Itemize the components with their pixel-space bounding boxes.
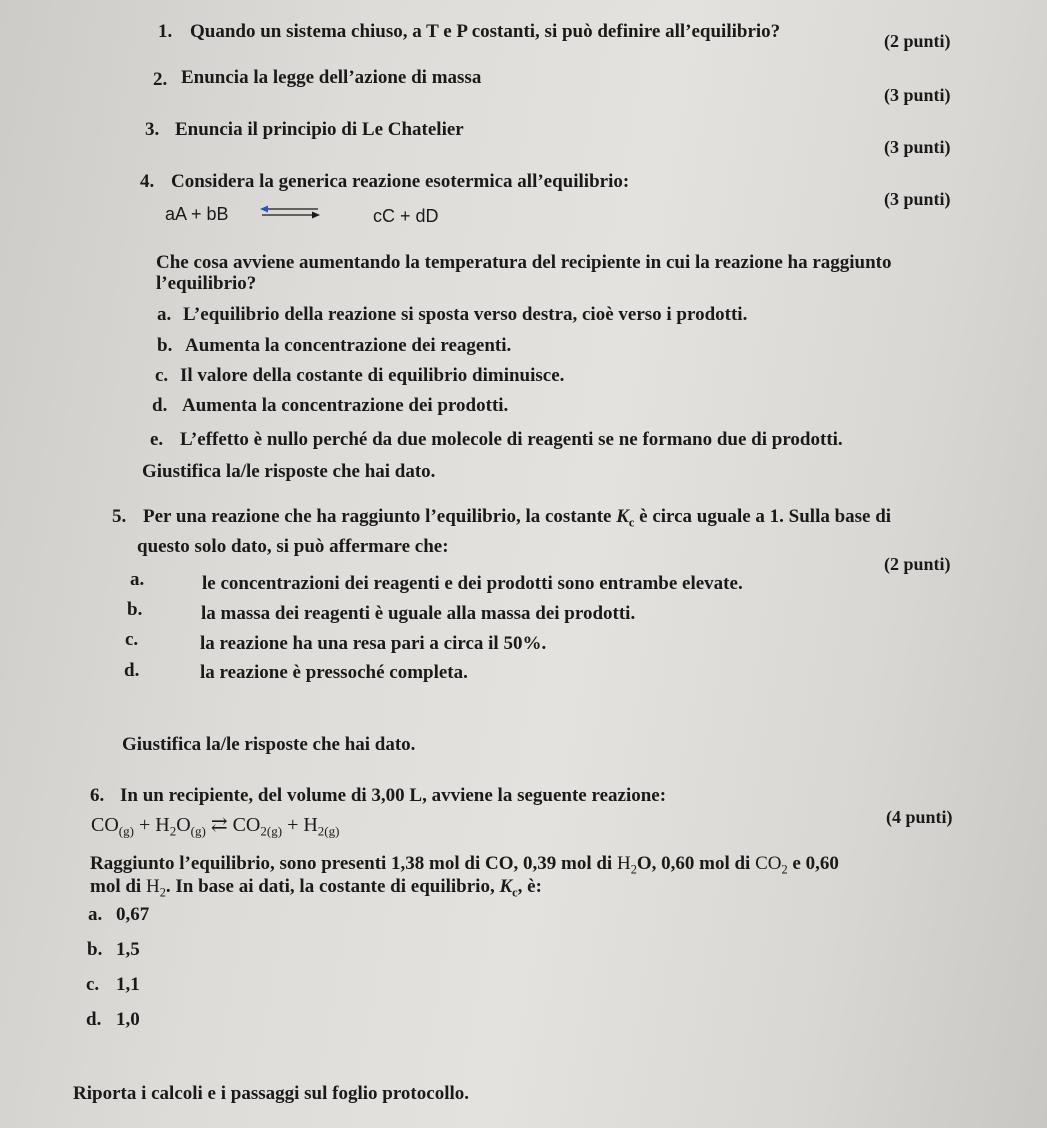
- q6-option-c-letter: c.: [86, 974, 100, 995]
- q4-option-e-text: L’effetto è nullo perché da due molecole di reagenti se ne formano due di prodotti.: [180, 429, 843, 450]
- q1-text: Quando un sistema chiuso, a T e P costanti, si può definire all’equilibrio?: [190, 21, 781, 42]
- q6-option-d-letter: d.: [86, 1009, 102, 1030]
- q2-number: 2.: [153, 69, 168, 90]
- q4-option-c-letter: c.: [155, 365, 169, 386]
- q4-number: 4.: [140, 171, 155, 192]
- q1-number: 1.: [158, 21, 173, 42]
- q6-points: (4 punti): [886, 807, 953, 827]
- q2-points: (3 punti): [884, 85, 951, 105]
- q3-number: 3.: [145, 119, 160, 140]
- q4-reaction-right: cC + dD: [373, 206, 439, 226]
- q4-option-a-text: L’equilibrio della reazione si sposta verso destra, cioè verso i prodotti.: [183, 304, 748, 325]
- q4-option-d-letter: d.: [152, 395, 168, 416]
- q5-option-b-letter: b.: [127, 599, 143, 620]
- q5-line2: questo solo dato, si può affermare che:: [137, 536, 449, 557]
- footer-instructions: Riporta i calcoli e i passaggi sul foglio protocollo.: [73, 1083, 470, 1104]
- q4-justify: Giustifica la/le risposte che hai dato.: [142, 461, 436, 482]
- q5-option-c-letter: c.: [125, 629, 139, 650]
- q5-points: (2 punti): [884, 554, 951, 574]
- q4-question-line1: Che cosa avviene aumentando la temperatura del recipiente in cui la reazione ha raggiunto: [156, 252, 892, 273]
- q6-number: 6.: [90, 785, 105, 806]
- q6-data-line2: mol di $H_2$. In base ai dati, la costante di equilibrio, $K_c$, è:: [90, 876, 542, 900]
- q1-points: (2 punti): [884, 31, 951, 51]
- q5-option-c-text: la reazione ha una resa pari a circa il 50%.: [200, 633, 547, 654]
- q5-option-a-text: le concentrazioni dei reagenti e dei prodotti sono entrambe elevate.: [202, 573, 743, 594]
- q6-text: In un recipiente, del volume di 3,00 L, avviene la seguente reazione:: [120, 785, 667, 806]
- q5-option-b-text: la massa dei reagenti è uguale alla massa dei prodotti.: [201, 603, 636, 624]
- q5-option-d-text: la reazione è pressoché completa.: [200, 662, 468, 683]
- q5-line1: Per una reazione che ha raggiunto l’equilibrio, la costante $K_c$ è circa uguale a 1. Sulla base di: [143, 506, 892, 530]
- q6-option-d-text: 1,0: [116, 1009, 140, 1030]
- q6-option-b-letter: b.: [87, 939, 103, 960]
- q3-text: Enuncia il principio di Le Chatelier: [175, 119, 464, 140]
- q3-points: (3 punti): [884, 137, 951, 157]
- equilibrium-arrow-icon: [258, 204, 322, 220]
- q4-option-a-letter: a.: [157, 304, 172, 325]
- q5-number: 5.: [112, 506, 127, 527]
- q6-data-line1: Raggiunto l’equilibrio, sono presenti 1,38 mol di CO, 0,39 mol di $H_2O$, 0,60 mol di $CO_2$ e 0,60: [90, 853, 839, 877]
- q6-option-b-text: 1,5: [116, 939, 140, 960]
- q6-option-a-letter: a.: [88, 904, 103, 925]
- q4-option-b-text: Aumenta la concentrazione dei reagenti.: [185, 335, 512, 356]
- q6-option-c-text: 1,1: [116, 974, 140, 995]
- q4-text: Considera la generica reazione esotermica all’equilibrio:: [171, 171, 630, 192]
- q5-justify: Giustifica la/le risposte che hai dato.: [122, 734, 416, 755]
- q4-option-d-text: Aumenta la concentrazione dei prodotti.: [182, 395, 509, 416]
- q6-option-a-text: 0,67: [116, 904, 150, 925]
- q4-question-line2: l’equilibrio?: [156, 273, 257, 294]
- q6-equation: $CO_{(g)} + H_2O_{(g)}$ ⇄ $CO_{2(g)} + H_{2(g)}$: [91, 814, 340, 839]
- q2-text: Enuncia la legge dell’azione di massa: [181, 67, 482, 88]
- q4-reaction-left: aA + bB: [165, 204, 229, 224]
- q5-option-a-letter: a.: [130, 569, 145, 590]
- q5-option-d-letter: d.: [124, 660, 140, 681]
- q4-option-b-letter: b.: [157, 335, 173, 356]
- q4-points: (3 punti): [884, 189, 951, 209]
- q4-option-c-text: Il valore della costante di equilibrio diminuisce.: [180, 365, 565, 386]
- q4-option-e-letter: e.: [150, 429, 164, 450]
